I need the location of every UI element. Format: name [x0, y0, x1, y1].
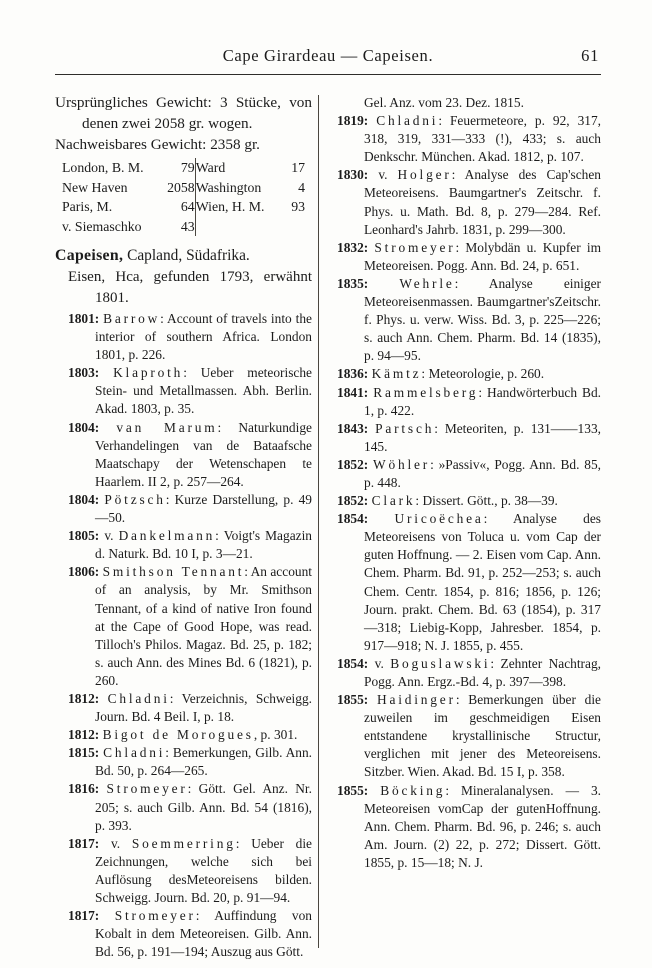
reference-entry: 1854: Uricoëchea: Analyse des Meteoreisens von Toluca u. vom Cap der guten Hoffnung. — 2. Eisen vom Cap. Ann. Chem. Pharm. Bd. 91, p. 252—253; s. auch Chem. Centr. 1854, p. 816; 1856, p. 126; Journ. prakt. Chem. Bd. 63 (1854), p. 317—318; Liebig-Kopp, Jahresber. 1854, p. 917—918; N. J. 1855, p. 455.	[337, 511, 601, 653]
weight-row	[62, 178, 305, 198]
reference-year: 1816:	[68, 781, 107, 797]
reference-entry: 1835: Wehrle: Analyse einiger Meteoreisenmassen. Baumgartner'sZeitschr. f. Phys. u. verw. Wiss. Bd. 3, p. 225—226; s. auch Ann. Chem. Pharm. Bd. 14 (1835), p. 94—95.	[337, 275, 601, 364]
reference-year: 1841:	[337, 384, 374, 400]
reference-author: Holger	[397, 167, 452, 183]
reference-entry: 1803: Klaproth: Ueber meteorische Stein- und Metallmassen. Abh. Berlin. Akad. 1803, p. 35.	[68, 365, 312, 417]
weight-name	[195, 217, 279, 237]
reference-year: 1805:	[68, 528, 105, 544]
reference-entry: 1855: Haidinger: Bemerkungen über die zuweilen im geschmeidigen Eisen entstandene krystallinische Structur, verglichen mit jener des Meteoreisens. Sitzber. Wien. Akad. Bd. 15 I, p. 358.	[337, 692, 601, 780]
reference-year: 1836:	[337, 366, 372, 382]
weight-value: 4	[298, 179, 305, 195]
reference-entry: Gel. Anz. vom 23. Dez. 1815.	[364, 95, 524, 110]
reference-entry: 1815: Chladni: Bemerkungen, Gilb. Ann. Bd. 50, p. 264—265.	[68, 745, 313, 779]
reference-entry: 1854: v. Boguslawski: Zehnter Nachtrag, Pogg. Ann. Ergz.-Bd. 4, p. 397—398.	[337, 655, 602, 689]
reference-year: 1801:	[68, 311, 104, 326]
reference-author: Clark	[371, 493, 416, 509]
reference-entry: 1836: Kämtz: Meteorologie, p. 260.	[337, 366, 545, 382]
reference-year: 1817:	[68, 908, 115, 924]
reference-year: 1854:	[337, 511, 395, 527]
reference-author: Stromeyer	[374, 239, 456, 255]
reference-year: 1812:	[68, 727, 103, 743]
weights-table-body	[62, 158, 305, 236]
reference-year: 1819:	[337, 113, 377, 129]
reference-author: Partsch	[375, 420, 435, 436]
reference-author: Barrow	[103, 311, 161, 326]
left-column	[55, 92, 312, 968]
reference-entry: 1801: Barrow: Account of travels into the interior of southern Africa. London 1801, p. 226.	[68, 311, 312, 363]
reference-entry: 1804: van Marum: Naturkundige Verhandelingen van de Bataafsche Maatschapy der Wetenschapen te Haarlem. II 2, p. 257—264.	[68, 419, 312, 489]
verified-weight-line: Nachweisbares Gewicht: 2358 gr.	[55, 136, 260, 153]
reference-author: Rammelsberg	[373, 384, 479, 400]
weight-value: 43	[161, 217, 196, 237]
entry-subheading: Eisen, Hca, gefunden 1793, erwähnt 1801.	[68, 269, 312, 306]
page-number: 61	[581, 46, 599, 65]
reference-author: Dankelmann	[118, 528, 216, 544]
weight-name: Washington	[195, 179, 262, 195]
reference-author: Chladni	[376, 113, 439, 129]
reference-entry: 1841: Rammelsberg: Handwörterbuch Bd. 1, p. 422.	[337, 384, 601, 418]
reference-entry: 1805: v. Dankelmann: Voigt's Magazin d. Naturk. Bd. 10 I, p. 3—21.	[68, 528, 313, 562]
reference-entry: 1812: Chladni: Verzeichnis, Schweigg. Journ. Bd. 4 Beil. I, p. 18.	[68, 690, 312, 725]
reference-year: 1812:	[68, 690, 108, 706]
weight-value	[279, 217, 305, 237]
weights-table	[62, 158, 305, 236]
text-columns	[55, 92, 601, 968]
reference-author: Wöhler	[373, 456, 431, 472]
reference-year: 1852:	[337, 456, 374, 472]
reference-entry: 1806: Smithson Tennant: An account of an analysis, by Mr. Smithson Tennant, of a kind of native Iron found at the Cape of Good Hope, was read. Tilloch's Philos. Magaz. Bd. 25, p. 182; s. auch Ann. des Mines Bd. 6 (1821), p. 260.	[68, 564, 312, 688]
weight-value: 17	[291, 160, 305, 175]
meteorite-name: Capeisen,	[55, 247, 124, 264]
right-column	[324, 92, 601, 968]
weight-name: Ward	[195, 160, 226, 175]
reference-entry: 1830: v. Holger: Analyse des Cap'schen Meteoreisens. Baumgartner's Zeitschr. f. Phys. u. Math. Bd. 8, p. 279—284. Ref. Leonhard's Jahrb. 1831, p. 299—300.	[337, 167, 601, 237]
reference-year: 1835:	[337, 275, 400, 291]
reference-author: Soemmerring	[131, 835, 236, 851]
reference-author: Chladni	[107, 690, 170, 706]
weight-row	[62, 217, 305, 237]
weight-name: New Haven	[62, 179, 128, 195]
reference-year: 1852:	[337, 493, 372, 509]
reference-year: 1855:	[337, 692, 377, 708]
references-right	[324, 94, 601, 872]
weight-row	[62, 158, 305, 178]
reference-year: 1804:	[68, 419, 117, 435]
reference-author: Bigot de Morogues	[102, 727, 254, 743]
weight-row	[62, 197, 305, 217]
weight-name: London, B. M.	[62, 160, 144, 175]
reference-author: Uricoëchea	[394, 511, 484, 527]
header-rule	[55, 74, 601, 75]
column-divider	[318, 95, 319, 948]
reference-entry: 1852: Wöhler: »Passiv«, Pogg. Ann. Bd. 85, p. 448.	[337, 456, 601, 490]
weight-name: v. Siemaschko	[62, 218, 142, 234]
reference-author: Chladni	[103, 745, 166, 761]
reference-author: Stromeyer	[106, 781, 188, 797]
reference-year: 1843:	[337, 420, 376, 436]
reference-author: van Marum	[116, 419, 218, 435]
reference-author: Haidinger	[376, 692, 456, 708]
reference-author: Pötzsch	[104, 491, 166, 507]
reference-entry: 1817: v. Soemmerring: Ueber die Zeichnungen, welche sich bei Auflösung desMeteoreisens bilden. Schweigg. Journ. Bd. 20, p. 91—94.	[68, 835, 312, 905]
reference-author: Wehrle	[399, 275, 455, 291]
reference-year: 1832:	[337, 239, 375, 255]
weight-name: Wien, H. M.	[195, 199, 265, 214]
weight-value: 64	[161, 197, 196, 217]
reference-author: Boguslawski	[390, 655, 491, 671]
entry-heading	[55, 245, 312, 267]
reference-year: 1854:	[337, 655, 375, 671]
weight-value: 93	[291, 199, 305, 214]
reference-entry: 1843: Partsch: Meteoriten, p. 131——133, 145.	[337, 420, 601, 454]
reference-entry: 1819: Chladni: Feuermeteore, p. 92, 317, 318, 319, 331—333 (!), 433; s. auch Denkschr. München. Akad. 1812, p. 107.	[337, 113, 601, 165]
reference-author: Smithson Tennant	[102, 564, 245, 580]
entry-location: Capland, Südafrika.	[123, 247, 250, 264]
reference-author: Kämtz	[371, 366, 422, 382]
weight-name: Paris, M.	[62, 199, 113, 214]
weight-value: 2058	[161, 178, 196, 198]
weight-value: 79	[161, 158, 196, 178]
original-weight-line: Ursprüngliches Gewicht: 3 Stücke, von denen zwei 2058 gr. wogen.	[55, 94, 312, 132]
reference-year: 1806:	[68, 564, 103, 580]
reference-entry: 1855: Böcking: Mineralanalysen. — 3. Meteoreisen vomCap der gutenHoffnung. Ann. Chem. Pharm. Bd. 96, p. 246; s. auch Am. Journ. (2) 22, p. 272; Dissert. Gött. 1855, p. 15—18; N. J.	[337, 782, 601, 870]
reference-author: Klaproth	[113, 365, 184, 381]
reference-author: Stromeyer	[114, 908, 196, 924]
reference-entry: 1804: Pötzsch: Kurze Darstellung, p. 49—50.	[68, 491, 312, 526]
references-left	[55, 310, 312, 961]
reference-entry: 1852: Clark: Dissert. Gött., p. 38—39.	[337, 493, 558, 509]
reference-author: Böcking	[380, 782, 446, 798]
reference-entry: 1832: Stromeyer: Molybdän u. Kupfer im Meteoreisen. Pogg. Ann. Bd. 24, p. 651.	[337, 239, 601, 273]
running-head-title: Cape Girardeau — Capeisen.	[222, 46, 434, 65]
reference-entry: 1816: Stromeyer: Gött. Gel. Anz. Nr. 205; s. auch Gilb. Ann. Bd. 54 (1816), p. 393.	[68, 781, 312, 833]
reference-year: 1855:	[337, 782, 381, 798]
reference-year: 1817:	[68, 835, 111, 851]
reference-year: 1815:	[68, 745, 104, 761]
reference-year: 1803:	[68, 365, 114, 381]
reference-entry: 1812: Bigot de Morogues, p. 301.	[68, 727, 298, 743]
reference-entry: 1817: Stromeyer: Auffindung von Kobalt in dem Meteoreisen. Gilb. Ann. Bd. 56, p. 191—194; Auszug aus Gött.	[68, 908, 312, 960]
reference-year: 1830:	[337, 167, 379, 183]
reference-year: 1804:	[68, 491, 105, 507]
